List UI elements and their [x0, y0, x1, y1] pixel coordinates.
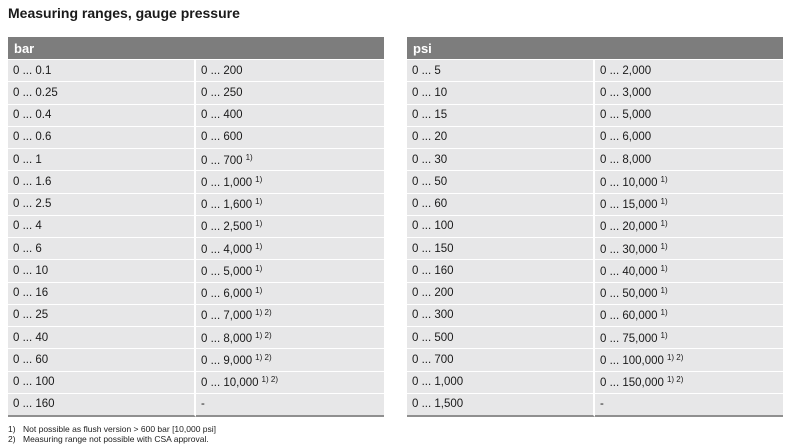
- range-cell: [595, 216, 783, 238]
- range-value: 0 ... 700: [412, 353, 454, 366]
- range-cell: [407, 171, 595, 193]
- range-cell: [196, 149, 384, 171]
- range-value: 0 ... 1: [13, 153, 42, 166]
- footnote-text: Not possible as flush version > 600 bar [10,000 psi]: [23, 424, 217, 434]
- footnote: [8, 434, 216, 444]
- range-value: 0 ... 16: [13, 287, 49, 300]
- range-value: 0 ... 2.5: [13, 198, 52, 211]
- range-cell: [595, 305, 783, 327]
- range-cell: [196, 349, 384, 371]
- footnote-reference: 1) 2): [255, 330, 272, 340]
- table-row: [407, 60, 783, 82]
- range-cell: [196, 372, 384, 394]
- range-value: 0 ... 2,000: [600, 64, 652, 77]
- range-cell: [8, 60, 196, 82]
- footnote-number: 1): [8, 424, 16, 434]
- range-value: 0 ... 8,000: [201, 332, 253, 345]
- range-cell: [196, 82, 384, 104]
- range-cell: [595, 394, 783, 417]
- footnote-reference: 1): [660, 197, 668, 207]
- range-value: 0 ... 15: [412, 109, 448, 122]
- range-cell: [196, 283, 384, 305]
- range-value: -: [201, 398, 205, 411]
- range-value: 0 ... 0.6: [13, 131, 52, 144]
- range-cell: [8, 305, 196, 327]
- range-cell: [196, 327, 384, 349]
- range-cell: [407, 127, 595, 149]
- range-cell: [8, 349, 196, 371]
- range-value: 0 ... 20,000: [600, 221, 658, 234]
- footnote-number: 2): [8, 434, 16, 444]
- range-cell: [8, 372, 196, 394]
- footnote-reference: 1) 2): [666, 375, 684, 385]
- range-cell: [595, 283, 783, 305]
- range-value: 0 ... 50: [412, 175, 448, 188]
- range-value: 0 ... 4,000: [201, 243, 253, 256]
- footnote-reference: 1) 2): [255, 352, 272, 362]
- range-value: 0 ... 6,000: [201, 288, 253, 301]
- range-cell: [8, 127, 196, 149]
- table-row: [407, 216, 783, 238]
- range-cell: [196, 105, 384, 127]
- table-row: [8, 105, 384, 127]
- range-value: 0 ... 700: [201, 154, 243, 167]
- range-cell: [8, 216, 196, 238]
- range-cell: [595, 105, 783, 127]
- range-value: 0 ... 150,000: [600, 377, 664, 390]
- range-value: 0 ... 60,000: [600, 310, 658, 323]
- range-cell: [407, 283, 595, 305]
- range-value: 0 ... 50,000: [600, 288, 658, 301]
- table-row: [407, 260, 783, 282]
- range-cell: [407, 149, 595, 171]
- range-value: 0 ... 40,000: [600, 265, 658, 278]
- range-value: 0 ... 6,000: [600, 131, 652, 144]
- table-row: [407, 127, 783, 149]
- footnote-reference: 1): [255, 197, 263, 207]
- footnote-reference: 1): [660, 174, 668, 184]
- range-cell: [407, 260, 595, 282]
- range-cell: [407, 372, 595, 394]
- footnote-reference: 1) 2): [261, 375, 278, 385]
- range-value: 0 ... 500: [412, 331, 454, 344]
- footnote-reference: 1): [660, 263, 668, 273]
- range-cell: [8, 171, 196, 193]
- range-value: 0 ... 100: [412, 220, 454, 233]
- footnote-reference: 1): [660, 308, 668, 318]
- footnote-reference: 1): [255, 263, 263, 273]
- footnote-reference: 1): [660, 330, 668, 340]
- table-row: [407, 305, 783, 327]
- table-row: [407, 349, 783, 371]
- range-cell: [407, 238, 595, 260]
- range-cell: [196, 260, 384, 282]
- range-cell: [407, 349, 595, 371]
- range-cell: [407, 194, 595, 216]
- range-cell: [196, 127, 384, 149]
- range-value: 0 ... 0.1: [13, 64, 52, 77]
- range-value: 0 ... 1,000: [201, 176, 253, 189]
- table-row: [407, 105, 783, 127]
- range-cell: [196, 394, 384, 417]
- footnote-reference: 1) 2): [666, 352, 684, 362]
- range-cell: [595, 260, 783, 282]
- psi-table-heading: psi: [407, 37, 783, 60]
- table-row: [407, 171, 783, 193]
- range-value: 0 ... 10,000: [201, 377, 259, 390]
- range-value: 0 ... 40: [13, 331, 49, 344]
- range-value: 0 ... 200: [412, 287, 454, 300]
- table-row: [8, 82, 384, 104]
- footnote-reference: 1) 2): [255, 308, 272, 318]
- range-cell: [8, 394, 196, 417]
- range-cell: [595, 171, 783, 193]
- table-row: [8, 260, 384, 282]
- range-value: 0 ... 250: [201, 86, 243, 99]
- page-title: Measuring ranges, gauge pressure: [8, 5, 240, 21]
- table-header-row: [8, 37, 384, 60]
- range-value: 0 ... 8,000: [600, 153, 652, 166]
- range-cell: [196, 194, 384, 216]
- range-cell: [8, 327, 196, 349]
- range-cell: [595, 238, 783, 260]
- range-cell: [595, 349, 783, 371]
- range-cell: [407, 82, 595, 104]
- range-cell: [196, 305, 384, 327]
- table-row: [407, 194, 783, 216]
- range-value: 0 ... 75,000: [600, 332, 658, 345]
- range-value: 0 ... 20: [412, 131, 448, 144]
- range-value: 0 ... 10,000: [600, 176, 658, 189]
- range-value: 0 ... 0.25: [13, 86, 58, 99]
- range-cell: [8, 283, 196, 305]
- footnote-reference: 1): [255, 174, 263, 184]
- table-row: [407, 82, 783, 104]
- range-value: 0 ... 60: [13, 353, 49, 366]
- range-cell: [8, 149, 196, 171]
- range-value: 0 ... 1.6: [13, 175, 52, 188]
- footnote-reference: 1): [660, 219, 668, 229]
- range-value: 0 ... 100: [13, 376, 55, 389]
- range-value: 0 ... 100,000: [600, 354, 664, 367]
- table-row: [8, 327, 384, 349]
- table-row: [407, 394, 783, 417]
- range-cell: [8, 238, 196, 260]
- table-row: [8, 394, 384, 417]
- bar-range-table: [8, 37, 384, 417]
- table-row: [407, 238, 783, 260]
- table-header-row: [407, 37, 783, 60]
- range-cell: [595, 194, 783, 216]
- footnote: [8, 424, 216, 434]
- table-row: [407, 372, 783, 394]
- footnote-reference: 1): [255, 219, 263, 229]
- table-row: [8, 372, 384, 394]
- table-row: [8, 60, 384, 82]
- range-cell: [595, 149, 783, 171]
- range-cell: [595, 60, 783, 82]
- range-value: -: [600, 398, 604, 411]
- range-cell: [407, 60, 595, 82]
- range-value: 0 ... 400: [201, 109, 243, 122]
- footnote-reference: 1): [245, 152, 253, 162]
- range-value: 0 ... 6: [13, 242, 42, 255]
- table-row: [8, 171, 384, 193]
- footnotes: [8, 424, 216, 444]
- range-value: 0 ... 60: [412, 198, 448, 211]
- range-value: 0 ... 5,000: [600, 109, 652, 122]
- range-cell: [196, 60, 384, 82]
- table-row: [8, 305, 384, 327]
- range-value: 0 ... 1,500: [412, 398, 464, 411]
- table-row: [8, 149, 384, 171]
- range-cell: [8, 82, 196, 104]
- range-cell: [595, 327, 783, 349]
- range-value: 0 ... 150: [412, 242, 454, 255]
- range-value: 0 ... 9,000: [201, 354, 253, 367]
- table-row: [407, 283, 783, 305]
- range-value: 0 ... 160: [13, 398, 55, 411]
- range-value: 0 ... 4: [13, 220, 42, 233]
- table-row: [8, 238, 384, 260]
- range-value: 0 ... 25: [13, 309, 49, 322]
- table-row: [407, 149, 783, 171]
- bar-table-heading: bar: [8, 37, 384, 60]
- range-cell: [8, 194, 196, 216]
- footnote-text: Measuring range not possible with CSA approval.: [23, 434, 209, 444]
- range-value: 0 ... 2,500: [201, 221, 253, 234]
- footnote-reference: 1): [255, 286, 263, 296]
- table-row: [8, 283, 384, 305]
- range-cell: [8, 260, 196, 282]
- footnote-reference: 1): [255, 241, 263, 251]
- range-value: 0 ... 10: [412, 86, 448, 99]
- range-value: 0 ... 1,000: [412, 376, 464, 389]
- table-row: [8, 349, 384, 371]
- table-row: [8, 216, 384, 238]
- range-cell: [407, 327, 595, 349]
- range-cell: [8, 105, 196, 127]
- range-cell: [407, 216, 595, 238]
- range-value: 0 ... 200: [201, 64, 243, 77]
- range-value: 0 ... 7,000: [201, 310, 253, 323]
- range-value: 0 ... 0.4: [13, 109, 52, 122]
- range-cell: [595, 127, 783, 149]
- range-value: 0 ... 30: [412, 153, 448, 166]
- range-cell: [407, 394, 595, 417]
- range-cell: [196, 238, 384, 260]
- range-value: 0 ... 5: [412, 64, 441, 77]
- range-value: 0 ... 3,000: [600, 86, 652, 99]
- table-row: [8, 194, 384, 216]
- range-cell: [595, 82, 783, 104]
- range-value: 0 ... 300: [412, 309, 454, 322]
- range-cell: [595, 372, 783, 394]
- range-value: 0 ... 1,600: [201, 199, 253, 212]
- range-cell: [407, 305, 595, 327]
- range-value: 0 ... 30,000: [600, 243, 658, 256]
- range-value: 0 ... 5,000: [201, 265, 253, 278]
- range-cell: [407, 105, 595, 127]
- range-value: 0 ... 10: [13, 264, 49, 277]
- footnote-reference: 1): [660, 241, 668, 251]
- range-value: 0 ... 600: [201, 131, 243, 144]
- psi-range-table: [407, 37, 783, 417]
- table-row: [8, 127, 384, 149]
- range-value: 0 ... 15,000: [600, 199, 658, 212]
- range-value: 0 ... 160: [412, 264, 454, 277]
- range-cell: [196, 171, 384, 193]
- footnote-reference: 1): [660, 286, 668, 296]
- table-row: [407, 327, 783, 349]
- range-cell: [196, 216, 384, 238]
